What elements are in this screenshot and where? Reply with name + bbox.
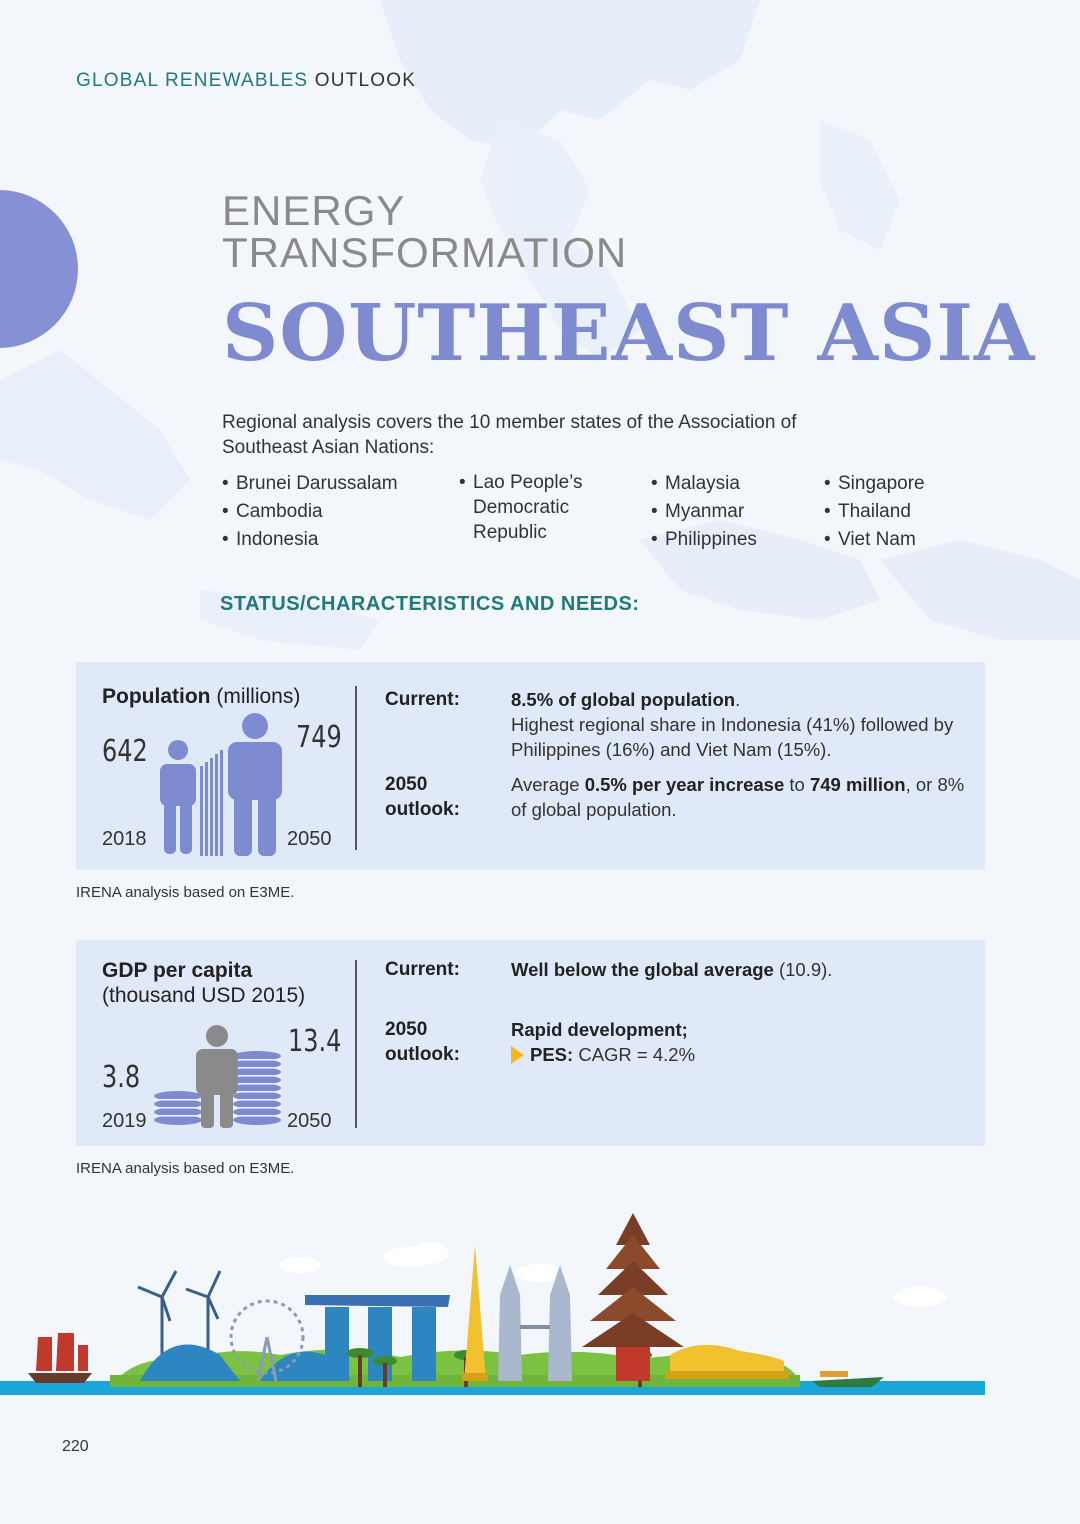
gdp-current-value [511,957,971,982]
longtail-boat-icon [812,1371,884,1387]
running-header [76,70,416,92]
header-part-a: GLOBAL RENEWABLES [76,70,309,91]
pes-label: PES: [530,1044,574,1065]
title-line-1: ENERGY [222,187,406,234]
country-item: • Myanmar [651,498,757,526]
outlook-text-mid: to [784,774,810,795]
population-outlook-key [385,772,460,822]
gdp-panel [76,940,985,1146]
gdp-outlook-bold: Rapid development; [511,1019,688,1040]
country-item: • Philippines [651,526,757,554]
reclining-buddha-icon [665,1345,789,1379]
gdp-person-coins-icon [152,1024,282,1130]
title-line-2: TRANSFORMATION [222,229,628,276]
marina-bay-sands-icon [305,1295,450,1381]
country-list-col-1 [222,470,398,554]
gdp-year-end: 2050 [287,1110,332,1132]
gdp-source: IRENA analysis based on E3ME. [76,1160,295,1177]
population-year-end: 2050 [287,828,332,850]
outlook-key-line-1: 2050 [385,1019,428,1040]
outlook-text-post: , or 8% of global population. [511,774,965,820]
population-current-period: . [735,689,741,710]
population-outlook-value [511,772,971,822]
pagoda-icon [462,1245,488,1381]
population-label [102,685,300,709]
junk-boat-icon [28,1333,92,1383]
population-value-2050: 749 [296,720,342,755]
gdp-label-line-2: (thousand USD 2015) [102,984,306,1007]
pes-value: CAGR = 4.2% [573,1044,696,1065]
gdp-year-start: 2019 [102,1110,147,1132]
gdp-label [102,958,305,1008]
outlook-key-line-1: 2050 [385,774,428,795]
gdp-current-rest: (10.9). [773,959,833,980]
population-current-key: Current: [385,689,460,710]
country-item: • Singapore [824,470,925,498]
country-item: • Brunei Darussalam [222,470,398,498]
country-item: • Malaysia [651,470,757,498]
gdp-current-key: Current: [385,959,460,980]
panel-divider [355,960,357,1128]
arrow-right-icon [511,1046,524,1064]
gdp-outlook-value [511,1017,971,1067]
population-source: IRENA analysis based on E3ME. [76,884,295,901]
skyline-illustration [0,1205,1080,1405]
outlook-text-pre: Average [511,774,585,795]
outlook-bold-2: 749 million [809,774,906,795]
country-item: • Cambodia [222,498,398,526]
section-title: STATUS/CHARACTERISTICS AND NEEDS: [220,593,640,615]
gdp-outlook-key [385,1017,460,1067]
gdp-value-2019: 3.8 [102,1060,141,1095]
region-title: SOUTHEAST ASIA [222,288,1036,379]
population-current-value [511,687,971,762]
country-list-col-4 [824,470,925,554]
page-number: 220 [62,1438,89,1455]
population-label-bold: Population [102,685,211,708]
country-item: • Viet Nam [824,526,925,554]
population-current-detail: Highest regional share in Indonesia (41%) followed by Philippines (16%) and Viet Nam (15%). [511,714,954,760]
gdp-value-2050: 13.4 [288,1024,342,1059]
gdp-current-bold: Well below the global average [511,959,774,980]
country-item: • Indonesia [222,526,398,554]
outlook-key-line-2: outlook: [385,799,460,820]
country-list-col-2 [459,470,629,545]
header-part-b: OUTLOOK [314,70,417,91]
population-label-rest: (millions) [210,685,301,708]
intro-paragraph: Regional analysis covers the 10 member states of the Association of Southeast Asian Nations: [222,412,797,458]
gdp-label-line-1: GDP per capita [102,959,253,982]
outlook-key-line-2: outlook: [385,1044,460,1065]
country-item: • Lao People’s Democratic Republic [459,470,629,545]
country-list-col-3 [651,470,757,554]
population-value-2018: 642 [102,734,148,769]
outlook-bold-1: 0.5% per year increase [584,774,785,795]
population-people-icon [154,712,284,858]
panel-divider [355,686,357,850]
country-item: • Thailand [824,498,925,526]
title-energy-transformation [222,187,628,276]
population-current-bold: 8.5% of global population [511,689,736,710]
population-year-start: 2018 [102,828,147,850]
population-panel [76,662,985,870]
